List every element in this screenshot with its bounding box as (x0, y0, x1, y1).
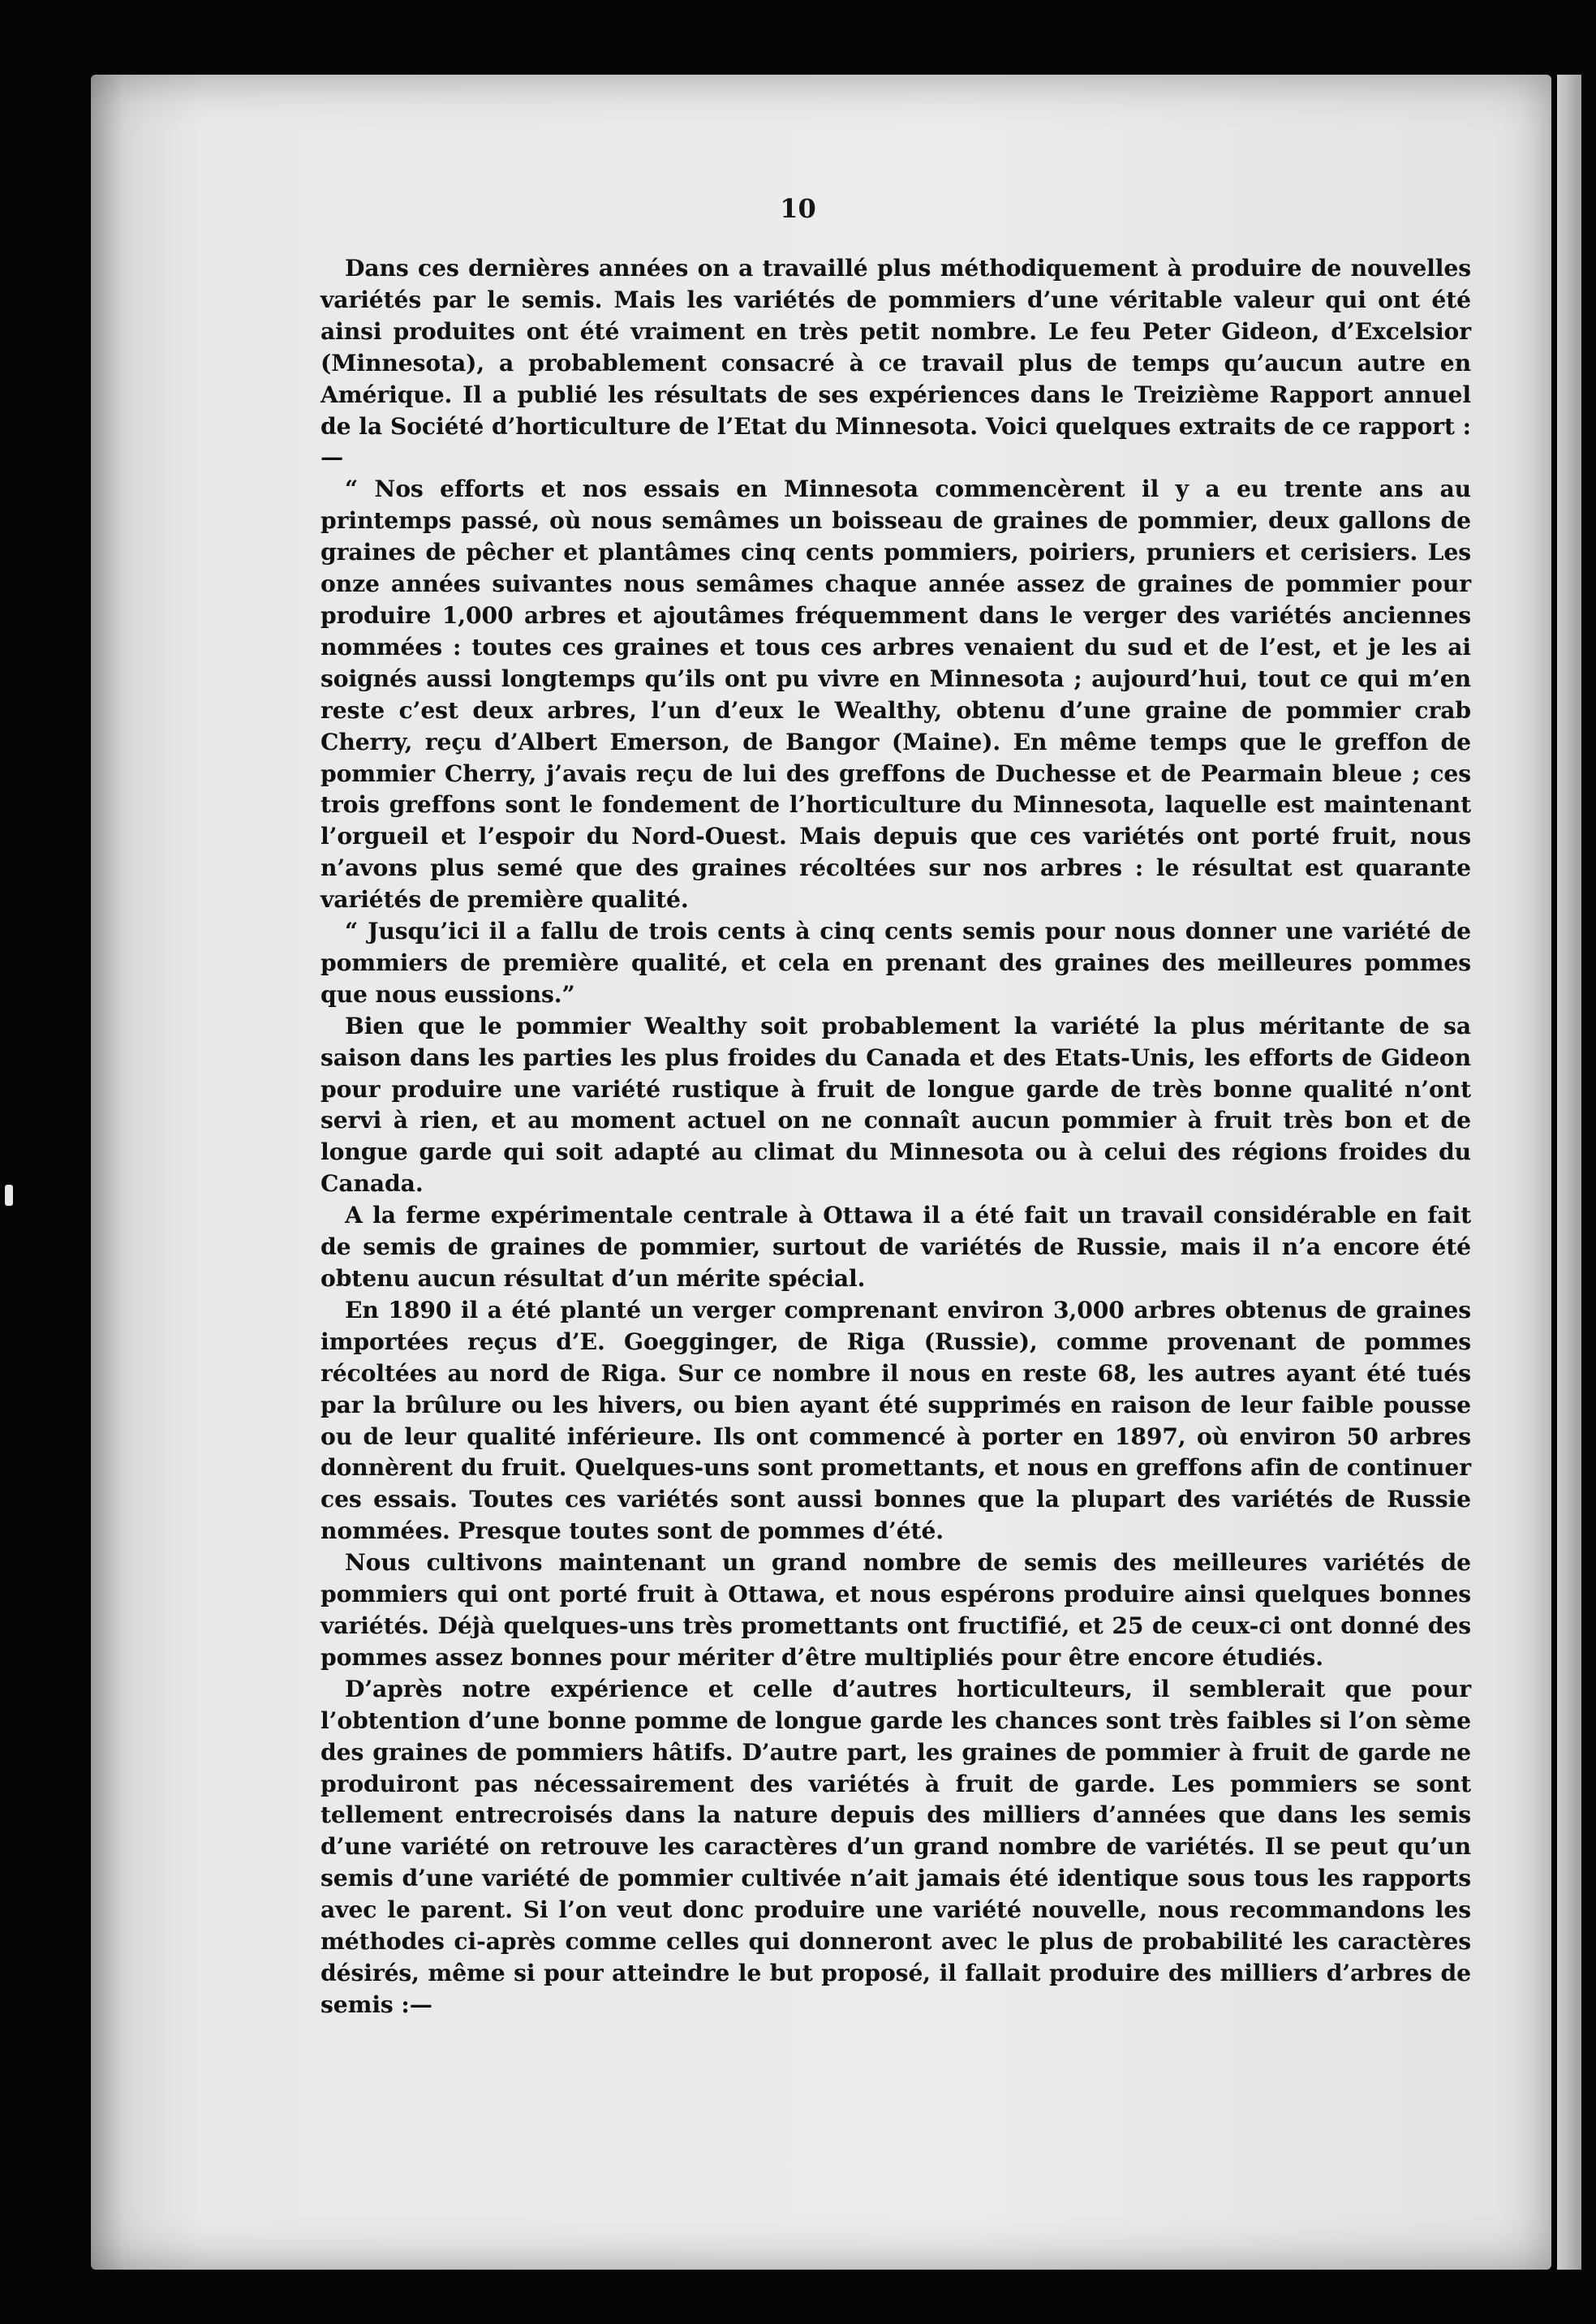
binding-mark (5, 1185, 13, 1206)
body-text (320, 253, 1471, 2021)
paragraph: Bien que le pommier Wealthy soit probablement la variété la plus méritante de sa saison dans les parties les plus froides du Canada et des Etats-Unis, les efforts de Gideon pour produire une variété rustique à fruit de longue garde de très bonne qualité n’ont servi à rien, et au moment actuel on ne connaît aucun pommier à fruit très bon et de longue garde qui soit adapté au climat du Minnesota ou à celui des régions froides du Canada. (320, 1012, 1471, 1198)
page-number: 10 (780, 193, 816, 224)
paragraph: “ Jusqu’ici il a fallu de trois cents à cinq cents semis pour nous donner une variété de pommiers de première qualité, et cela en prenant des graines des meilleures pommes que nous eussions.” (320, 918, 1471, 1008)
page-edge (1557, 75, 1581, 2270)
paragraph: D’après notre expérience et celle d’autres horticulteurs, il semblerait que pour l’obtention d’une bonne pomme de longue garde les chances sont très faibles si l’on sème des graines de pommiers hâtifs. D’autre part, les graines de pommier à fruit de garde ne produiront pas nécessairement des variétés à fruit de garde. Les pommiers se sont tellement entrecroisés dans la nature depuis des milliers d’années que dans les semis d’une variété on retrouve les caractères d’un grand nombre de variétés. Il se peut qu’un semis d’une variété de pommier cultivée n’ait jamais été identique sous tous les rapports avec le parent. Si l’on veut donc produire une variété nouvelle, nous recommandons les méthodes ci-après comme celles qui donneront avec le plus de probabilité les caractères désirés, même si pour atteindre le but proposé, il fallait produire des milliers d’arbres de semis :— (320, 1675, 1471, 2018)
paragraph: “ Nos efforts et nos essais en Minnesota commencèrent il y a eu trente ans au printemps passé, où nous semâmes un boisseau de graines de pommier, deux gallons de graines de pêcher et plantâmes cinq cents pommiers, poiriers, pruniers et cerisiers. Les onze années suivantes nous semâmes chaque année assez de graines de pommier pour produire 1,000 arbres et ajoutâmes fréquemment dans le verger des variétés anciennes nommées : toutes ces graines et tous ces arbres venaient du sud et de l’est, et je les ai soignés aussi longtemps qu’ils ont pu vivre en Minnesota ; aujourd’hui, tout ce qui m’en reste c’est deux arbres, l’un d’eux le Wealthy, obtenu d’une graine de pommier crab Cherry, reçu d’Albert Emerson, de Bangor (Maine). En même temps que le greffon de pommier Cherry, j’avais reçu de lui des greffons de Duchesse et de Pearmain bleue ; ces trois greffons sont le fondement de l’horticulture du Minnesota, laquelle est maintenant l’orgueil et l’espoir du Nord-Ouest. Mais depuis que ces variétés ont porté fruit, nous n’avons plus semé que des graines récoltées sur nos arbres : le résultat est quarante variétés de première qualité. (320, 476, 1471, 914)
paragraph: Dans ces dernières années on a travaillé plus méthodiquement à produire de nouvelles variétés par le semis. Mais les variétés de pommiers d’une véritable valeur qui ont été ainsi produites ont été vraiment en très petit nombre. Le feu Peter Gideon, d’Excelsior (Minnesota), a probablement consacré à ce travail plus de temps qu’aucun autre en Amérique. Il a publié les résultats de ses expériences dans le Treizième Rapport annuel de la Société d’horticulture de l’Etat du Minnesota. Voici quelques extraits de ce rapport :— (320, 255, 1471, 471)
paragraph: En 1890 il a été planté un verger comprenant environ 3,000 arbres obtenus de graines importées reçus d’E. Goegginger, de Riga (Russie), comme provenant de pommes récoltées au nord de Riga. Sur ce nombre il nous en reste 68, les autres ayant été tués par la brûlure ou les hivers, ou bien ayant été supprimés en raison de leur faible pousse ou de leur qualité inférieure. Ils ont commencé à porter en 1897, où environ 50 arbres donnèrent du fruit. Quelques-uns sont promettants, et nous en greffons afin de continuer ces essais. Toutes ces variétés sont aussi bonnes que la plupart des variétés de Russie nommées. Presque toutes sont de pommes d’été. (320, 1296, 1471, 1545)
paragraph: Nous cultivons maintenant un grand nombre de semis des meilleures variétés de pommiers qui ont porté fruit à Ottawa, et nous espérons produire ainsi quelques bonnes variétés. Déjà quelques-uns très promettants ont fructifié, et 25 de ceux-ci ont donné des pommes assez bonnes pour mériter d’être multipliés pour être encore étudiés. (320, 1549, 1471, 1671)
paragraph: A la ferme expérimentale centrale à Ottawa il a été fait un travail considérable en fait de semis de graines de pommier, surtout de variétés de Russie, mais il n’a encore été obtenu aucun résultat d’un mérite spécial. (320, 1202, 1471, 1292)
